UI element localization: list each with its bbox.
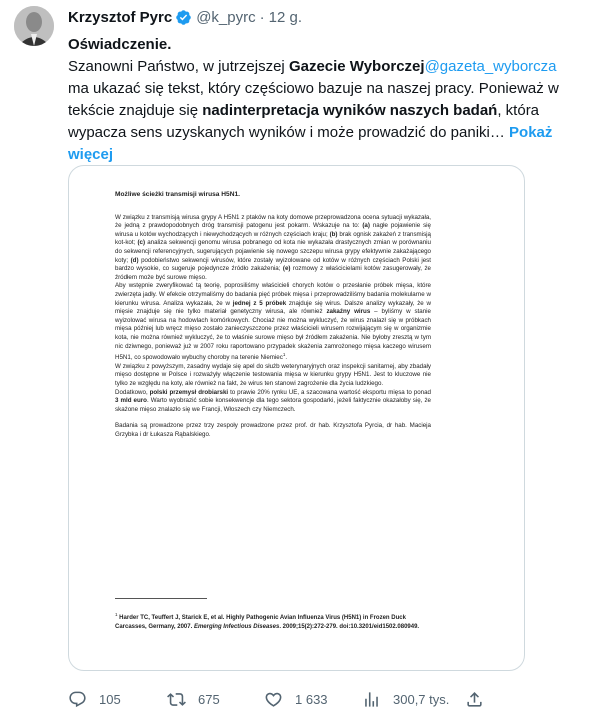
- reply-icon: [68, 690, 87, 709]
- text-segment: ma ukazać się tekst, który częściowo bazuje na naszej pracy. Ponieważ w tekście znajduje się: [68, 80, 559, 119]
- document-paragraph: W związku z powyższym, zasadny wydaje się apel do służb weterynaryjnych oraz inspekcji sanitarnej, aby zbadały mięso dostępne w Polsce i rozważyły włączenie testowania mięsa w kierunku grypy H5N1. Jest to kluczowe nie tylko ze względu na koty, ale również na fakt, że wirus ten stanowi zagrożenie dla życia ludzkiego.: [115, 362, 431, 387]
- reply-button[interactable]: [68, 688, 121, 710]
- document-paragraph: W związku z transmisją wirusa grypy A H5N1 z ptaków na koty domowe przeprowadzona ocena sytuacji wykazała, że jedną z prawdopodobnych dróg transmisji patogenu jest pokarm. Wskazuje na to: (a) nagłe pojawienie się wirusa u kotów wychodzących i niewychodzących w różnych częściach kraju; (b) brak ognisk zakażeń z transmisją kot-kot; (c) analiza sekwencji genomu wirusa pobranego od kota nie wykazała drastycznych zmian w porównaniu do sekwencji referencyjnych, sugerujących pojawienie się nowego szczepu wirusa grypy efektywnie zakażającego koty; (d) podobieństwo sekwencji wirusów, które zostały wyizolowane od kotów w różnych częściach Polski jest bardzo wysokie, co sugeruje pojedyncze źródło zakażenia; (e) rozmowy z właścicielami kotów zasugerowały, że źródłem może być surowe mięso.: [115, 213, 431, 281]
- bold-segment: Gazecie Wyborczej: [288, 58, 425, 75]
- avatar-image: [14, 6, 54, 46]
- document-title: Możliwe ścieżki transmisji wirusa H5N1.: [115, 191, 240, 198]
- tweet-paragraph: [68, 56, 568, 166]
- heart-icon: [264, 690, 283, 709]
- analytics-icon: [362, 690, 381, 709]
- retweet-button[interactable]: [167, 688, 220, 710]
- document-footnote: $^1$ Harder TC, Teuffert J, Starick E, et al. Highly Pathogenic Avian Influenza Virus (H5N1) in Frozen Duck Carcasses, Germany, 2007. Emerging Infectious Diseases. 2009;15(2):272-279. doi:10.3201/eid1502.080949.: [115, 612, 420, 630]
- author-handle[interactable]: @k_pyrc: [196, 8, 256, 26]
- document-paragraph: Aby wstępnie zweryfikować tą teorię, poprosiliśmy właścicieli chorych kotów o przesłanie próbek mięsa, które zwierzęta jadły. W efekcie otrzymaliśmy do badania pięć próbek mięsa i przeprowadziliśmy badania molekularne w kierunku wirusa. Analiza wykazała, że w jednej z 5 próbek znajduje się wirus. Dalsze analizy wykazały, że w mięsie znajduje się nie tylko materiał genetyczny wirusa, ale również zakaźny wirus – byliśmy w stanie wyizolować wirusa na hodowlach komórkowych. Chociaż nie można wykluczyć, że wirus znalazł się w próbkach mięsa później lub wręcz mięso zostało zanieczyszczone przez właścicieli wirusem rozwijającym się w organizmie kota, nie można również wykluczyć, że to właśnie surowe mięso był źródłem zakażenia. Nie byłoby zresztą w tym nic dziwnego, ponieważ już w 2007 roku raportowano przypadek skażenia zamrożonego mięsa kaczego wirusem H5N1, co spowodowało wybuchy choroby na terenie Niemiec$^1$.: [115, 282, 431, 362]
- like-count: 1 633: [295, 691, 328, 707]
- footnote-divider: [115, 598, 207, 599]
- view-count: 300,7 tys.: [393, 691, 450, 707]
- retweet-count: 675: [198, 691, 220, 707]
- tweet-heading: Oświadczenie.: [68, 36, 172, 53]
- share-button[interactable]: [465, 688, 496, 710]
- tweet-timestamp[interactable]: 12 g.: [268, 8, 302, 26]
- author-name[interactable]: Krzysztof Pyrc: [68, 8, 173, 26]
- tweet-text: [68, 34, 568, 166]
- reply-count: 105: [99, 691, 121, 707]
- show-more-link[interactable]: Pokaż więcej: [68, 124, 553, 163]
- tweet-actions: [68, 688, 568, 710]
- like-button[interactable]: [264, 688, 328, 710]
- retweet-icon: [167, 690, 186, 709]
- mention-link[interactable]: @gazeta_wyborcza: [424, 58, 557, 75]
- document-page: [115, 191, 431, 440]
- separator-dot: ·: [259, 8, 265, 26]
- verified-badge-icon: [175, 9, 192, 26]
- avatar[interactable]: [14, 6, 54, 46]
- share-icon: [465, 690, 484, 709]
- text-segment: , która wypacza sens uzyskanych wyników i może prowadzić do paniki…: [68, 102, 540, 141]
- attached-document-image[interactable]: [68, 165, 525, 671]
- tweet-header: [68, 7, 302, 27]
- bold-segment: nadinterpretacja wyników naszych badań: [202, 102, 498, 119]
- views-button[interactable]: [362, 688, 449, 710]
- document-paragraph: Badania są prowadzone przez trzy zespoły prowadzone przez prof. dr hab. Krzysztofa Pyrcia, dr hab. Macieja Grzybka i dr Łukasza Rąbalskiego.: [115, 422, 431, 438]
- text-segment: Szanowni Państwo, w jutrzejszej: [68, 58, 289, 75]
- document-paragraph: Dodatkowo, polski przemysł drobiarski to prawie 20% rynku UE, a szacowana wartość eksportu mięsa to ponad 3 mld euro. Warto wyobrazić sobie konsekwencje dla tego sektora gospodarki, jeżeli faktycznie okazałoby się, że skażone mięso znalazło się we Francji, Włoszech czy Niemczech.: [115, 388, 431, 413]
